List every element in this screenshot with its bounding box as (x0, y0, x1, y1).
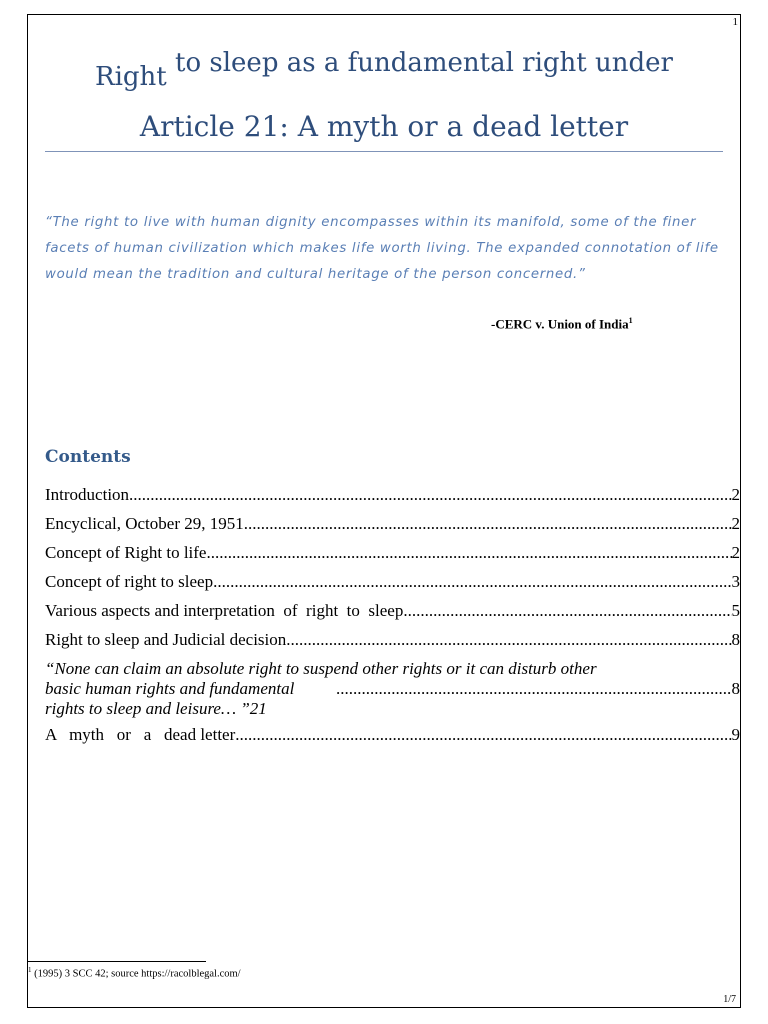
footnote-separator (28, 961, 206, 962)
toc-entry-label: Concept of Right to life (45, 543, 207, 562)
toc-leader (129, 485, 731, 505)
title-line-1-rest: to sleep as a fundamental right under (166, 48, 673, 78)
toc-entry-page: 2 (731, 485, 740, 504)
toc-entry-label: Right to sleep and Judicial decision (45, 630, 287, 649)
toc-quote-line-2: basic human rights and fundamental rights to sleep and leisure… ”21 (45, 679, 295, 718)
toc-leader (206, 543, 731, 563)
toc-entry-label: Concept of right to sleep (45, 572, 214, 591)
toc-quote-line-2-row (45, 679, 740, 719)
toc-leader (403, 601, 731, 621)
attribution-text: -CERC v. Union of India (491, 316, 629, 332)
toc-leader (213, 572, 731, 592)
toc-entry-quote[interactable] (45, 659, 740, 719)
toc-entry-label: Introduction (45, 485, 130, 504)
toc-entry-various-aspects[interactable] (45, 601, 740, 630)
title-first-word: Right (95, 62, 167, 92)
toc-leader (235, 725, 731, 745)
footnote (28, 966, 241, 980)
toc-entry-page: 8 (731, 630, 740, 649)
document-title-line-2: Article 21: A myth or a dead letter (139, 110, 629, 143)
contents-heading: Contents (45, 447, 131, 467)
toc-entry-page: 2 (731, 543, 740, 562)
epigraph-quote: “The right to live with human dignity encompasses within its manifold, some of the finer facets of human civilization which makes life worth living. The expanded connotation of life would mean the tradition and cultural heritage of the person concerned.” (45, 215, 719, 282)
toc-entry-page: 3 (731, 572, 740, 591)
document-title-line-1 (45, 48, 723, 92)
toc-entry-right-to-life[interactable] (45, 543, 740, 572)
toc-entry-judicial-decision[interactable] (45, 630, 740, 659)
toc-entry-introduction[interactable] (45, 485, 740, 514)
page-count: 1/7 (723, 994, 736, 1005)
page-number: 1 (732, 16, 738, 28)
toc-leader (286, 630, 731, 650)
table-of-contents (45, 485, 740, 754)
toc-leader (336, 679, 731, 699)
toc-entry-page: 9 (731, 725, 740, 744)
footnote-text: (1995) 3 SCC 42; source https://racolblegal.com/ (31, 968, 241, 980)
toc-entry-myth-or-dead-letter[interactable] (45, 725, 740, 754)
toc-entry-encyclical[interactable] (45, 514, 740, 543)
epigraph-attribution (491, 316, 633, 332)
footnote-marker: 1 (28, 966, 32, 974)
toc-entry-right-to-sleep[interactable] (45, 572, 740, 601)
toc-quote-line-1: “None can claim an absolute right to suspend other rights or it can disturb other (45, 659, 597, 678)
toc-entry-page: 2 (731, 514, 740, 533)
toc-entry-page: 5 (731, 601, 740, 620)
toc-entry-page: 8 (731, 679, 740, 698)
toc-entry-label: Various aspects and interpretation of right to sleep (45, 601, 404, 620)
toc-entry-label: A myth or a dead letter (45, 725, 236, 744)
toc-leader (244, 514, 732, 534)
toc-entry-label: Encyclical, October 29, 1951 (45, 514, 244, 533)
footnote-reference[interactable]: 1 (628, 316, 633, 325)
title-divider (45, 151, 723, 152)
